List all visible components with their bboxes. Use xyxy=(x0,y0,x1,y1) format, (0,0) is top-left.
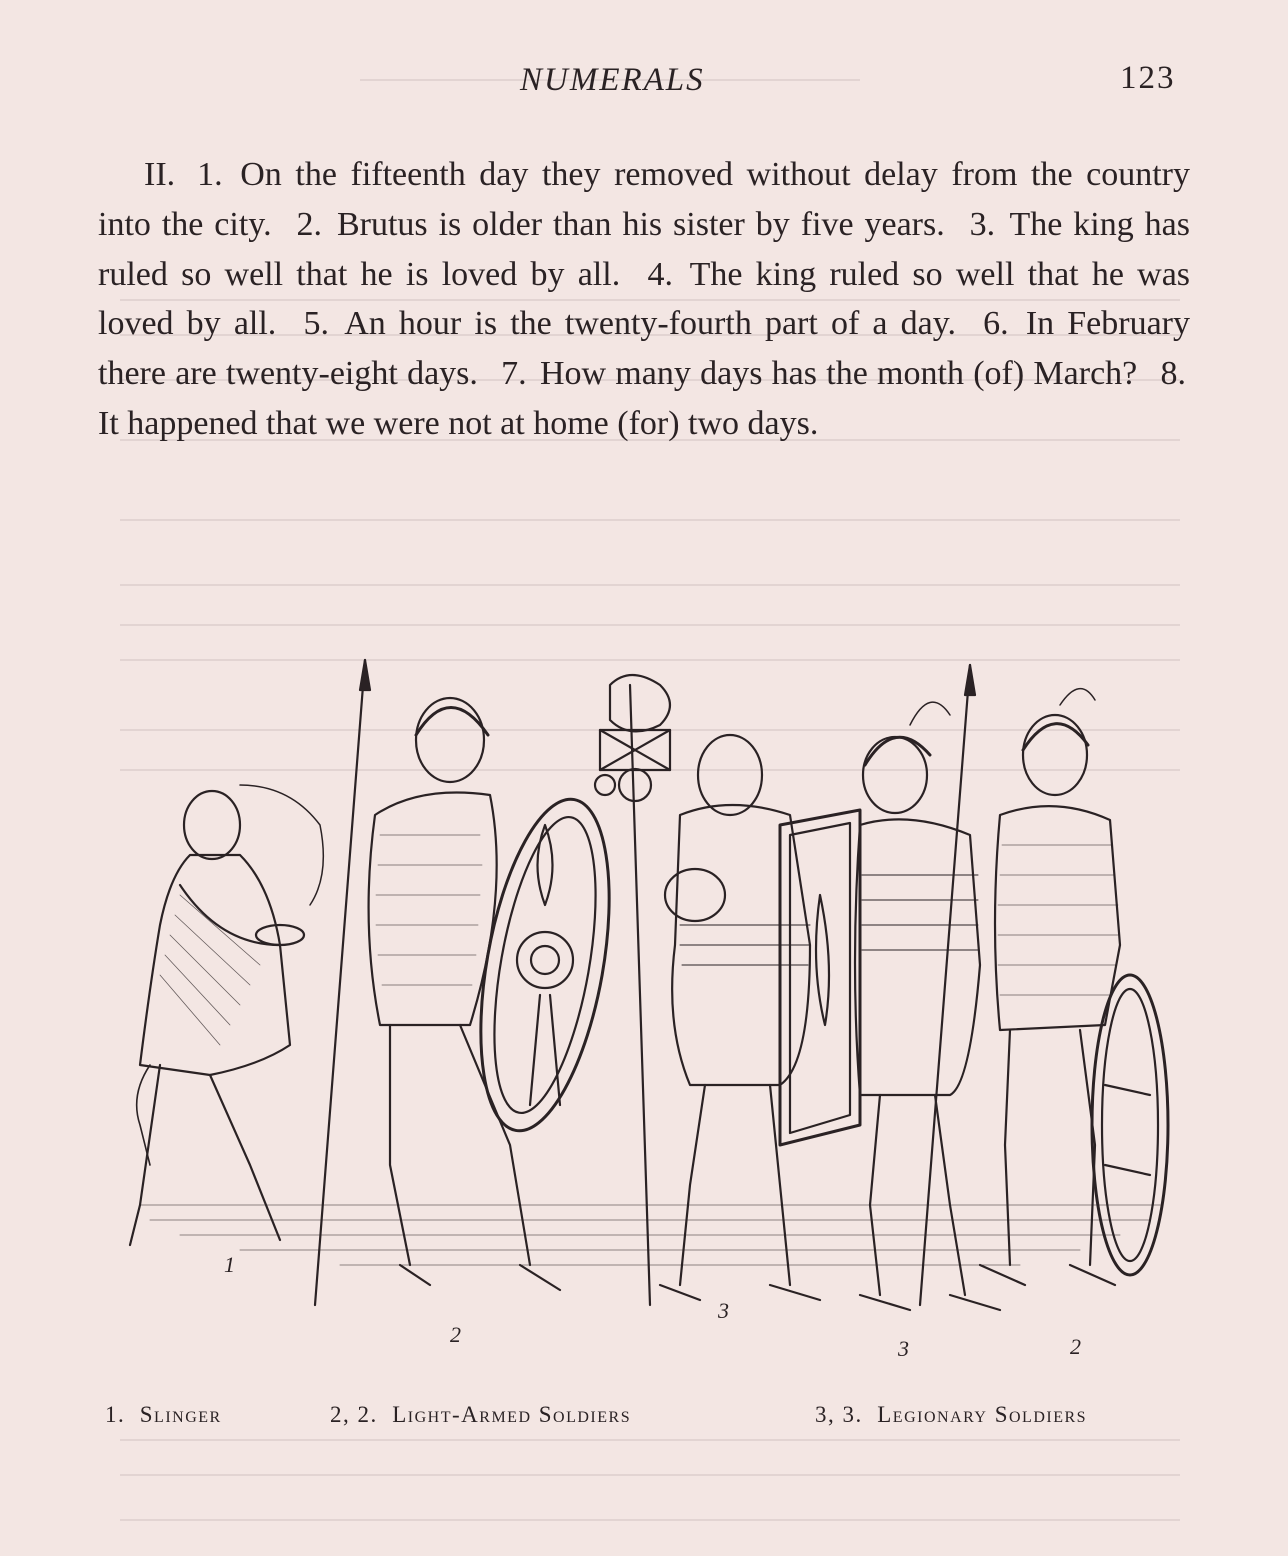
slinger-figure xyxy=(130,785,323,1245)
page-number: 123 xyxy=(1120,60,1176,96)
exercise-paragraph xyxy=(98,150,1190,449)
figure-label: 2 xyxy=(450,1322,461,1347)
sentence-number: 7. xyxy=(501,355,527,393)
roman-soldiers-engraving xyxy=(120,645,1180,1365)
sentence-number: 1. xyxy=(197,156,223,193)
light-armed-soldier-right xyxy=(980,689,1168,1285)
caption-text: Slinger xyxy=(139,1402,222,1427)
figure-label: 1 xyxy=(224,1252,235,1277)
figure-label: 3 xyxy=(718,1298,729,1323)
caption-slinger xyxy=(105,1402,222,1428)
caption-number: 2, 2. xyxy=(330,1402,378,1427)
sentence-number: 2. xyxy=(296,205,323,243)
figure-label: 3 xyxy=(898,1336,909,1361)
caption-legionary xyxy=(815,1402,1087,1428)
sentence-number: 5. xyxy=(303,305,329,343)
figure-label: 2 xyxy=(1070,1334,1081,1359)
legionary-soldier-figure xyxy=(780,665,1000,1310)
section-number: II. xyxy=(144,156,176,193)
sentence-number: 6. xyxy=(983,305,1009,343)
caption-number: 3, 3. xyxy=(815,1402,863,1427)
sentence-text: The king ruled so well that he was loved by all. xyxy=(98,255,1191,343)
caption-light-armed xyxy=(330,1402,631,1428)
sentence-text: How many days has the month (of) March? xyxy=(539,355,1138,393)
sentence-number: 4. xyxy=(647,255,673,293)
sentence-text: Brutus is older than his sister by five years. xyxy=(336,205,945,243)
caption-number: 1. xyxy=(105,1402,126,1427)
sentence-text: An hour is the twenty-fourth part of a day. xyxy=(344,305,957,343)
caption-text: Light-Armed Soldiers xyxy=(392,1402,632,1427)
light-armed-soldier-left xyxy=(315,660,631,1305)
sentence-number: 8. xyxy=(1160,355,1187,393)
sentence-number: 3. xyxy=(969,205,996,243)
caption-text: Legionary Soldiers xyxy=(877,1402,1088,1427)
sentence-text: It happened that we were not at home (for) two days. xyxy=(98,404,819,442)
sentence-text: In February there are twenty-eight days. xyxy=(98,305,1191,393)
sentence-text: On the fifteenth day they removed without delay from the country into the city. xyxy=(98,156,1191,243)
sentence-text: The king has ruled so well that he is loved by all. xyxy=(98,205,1190,293)
running-header-title: NUMERALS xyxy=(520,62,705,98)
standard-bearer-figure xyxy=(595,675,820,1305)
